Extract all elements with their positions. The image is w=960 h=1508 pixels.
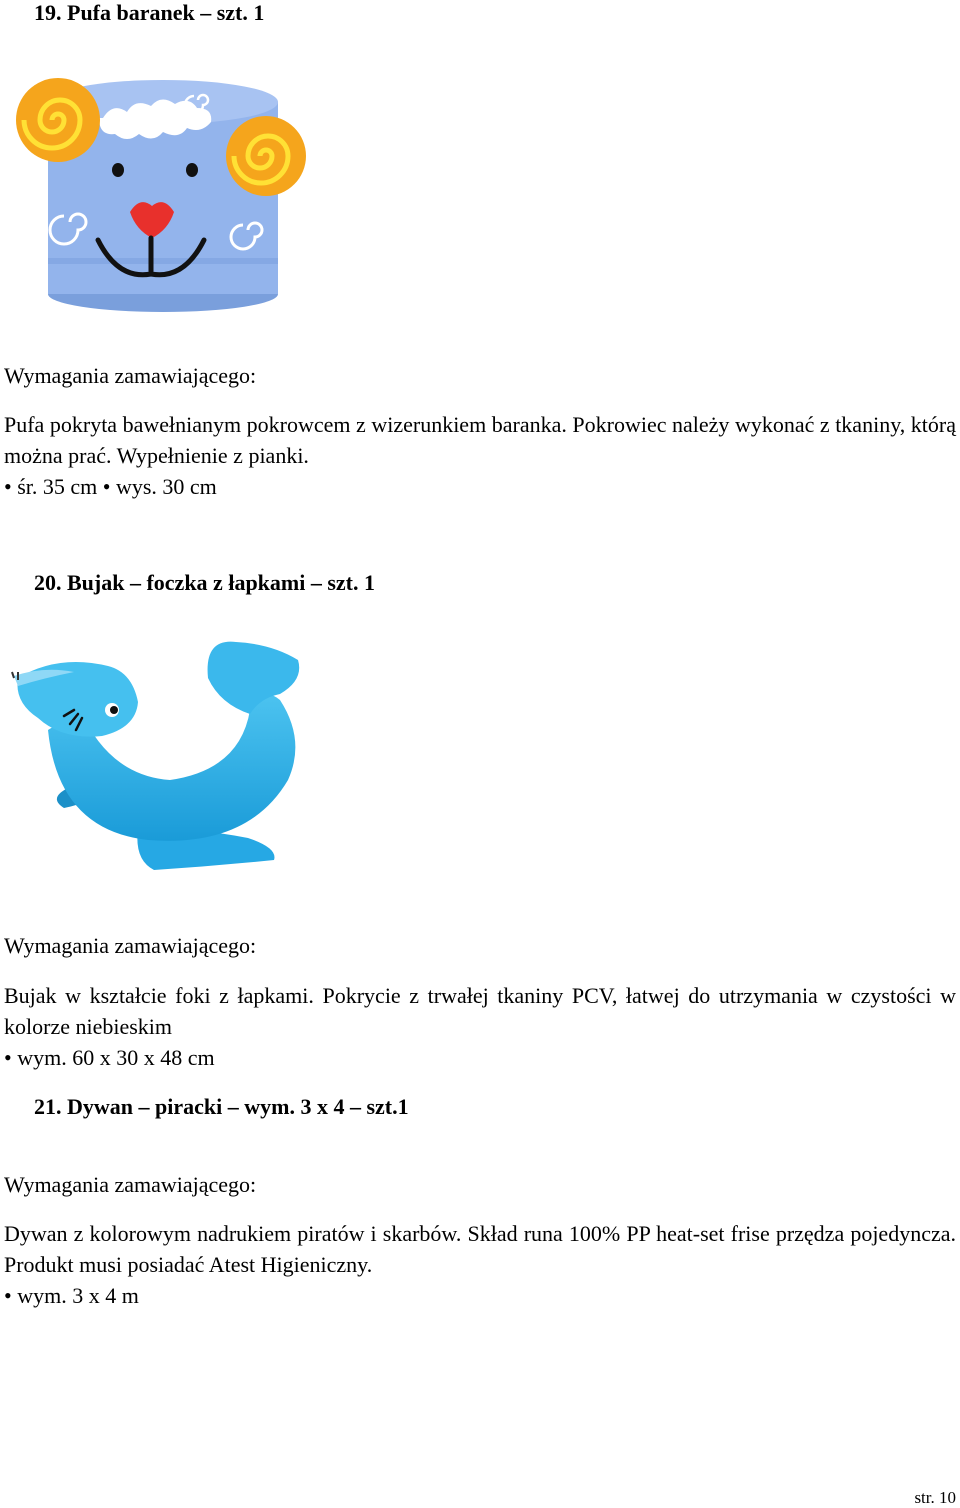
- item-21-heading: 21. Dywan – piracki – wym. 3 x 4 – szt.1: [34, 1094, 409, 1119]
- item-21-requirements-label: Wymagania zamawiającego:: [4, 1172, 257, 1197]
- item-21-description-text: Dywan z kolorowym nadrukiem piratów i skarbów. Skład runa 100% PP heat-set frise przędza pojedyncza. Produkt musi posiadać Atest Higieniczny.: [4, 1221, 956, 1277]
- item-19-heading: 19. Pufa baranek – szt. 1: [34, 0, 265, 25]
- item-21-specs: • wym. 3 x 4 m: [4, 1283, 139, 1308]
- item-19-description: [4, 409, 956, 471]
- bujak-foczka-image: [8, 638, 308, 888]
- pufa-baranek-image: [8, 62, 308, 320]
- item-21-description: [4, 1218, 956, 1280]
- item-20-requirements-label: Wymagania zamawiającego:: [4, 933, 257, 958]
- item-19-specs: • śr. 35 cm • wys. 30 cm: [4, 474, 217, 499]
- item-20-heading: 20. Bujak – foczka z łapkami – szt. 1: [34, 570, 375, 595]
- item-20-specs: • wym. 60 x 30 x 48 cm: [4, 1045, 215, 1070]
- item-19-requirements-label: Wymagania zamawiającego:: [4, 363, 257, 388]
- page-number: str. 10: [914, 1488, 956, 1507]
- item-19-description-text: Pufa pokryta bawełnianym pokrowcem z wizerunkiem baranka. Pokrowiec należy wykonać z tkaniny, którą można prać. Wypełnienie z pianki.: [4, 412, 956, 468]
- item-20-description-text: Bujak w kształcie foki z łapkami. Pokrycie z trwałej tkaniny PCV, łatwej do utrzymania w czystości w kolorze niebieskim: [4, 983, 956, 1039]
- item-20-description: [4, 980, 956, 1042]
